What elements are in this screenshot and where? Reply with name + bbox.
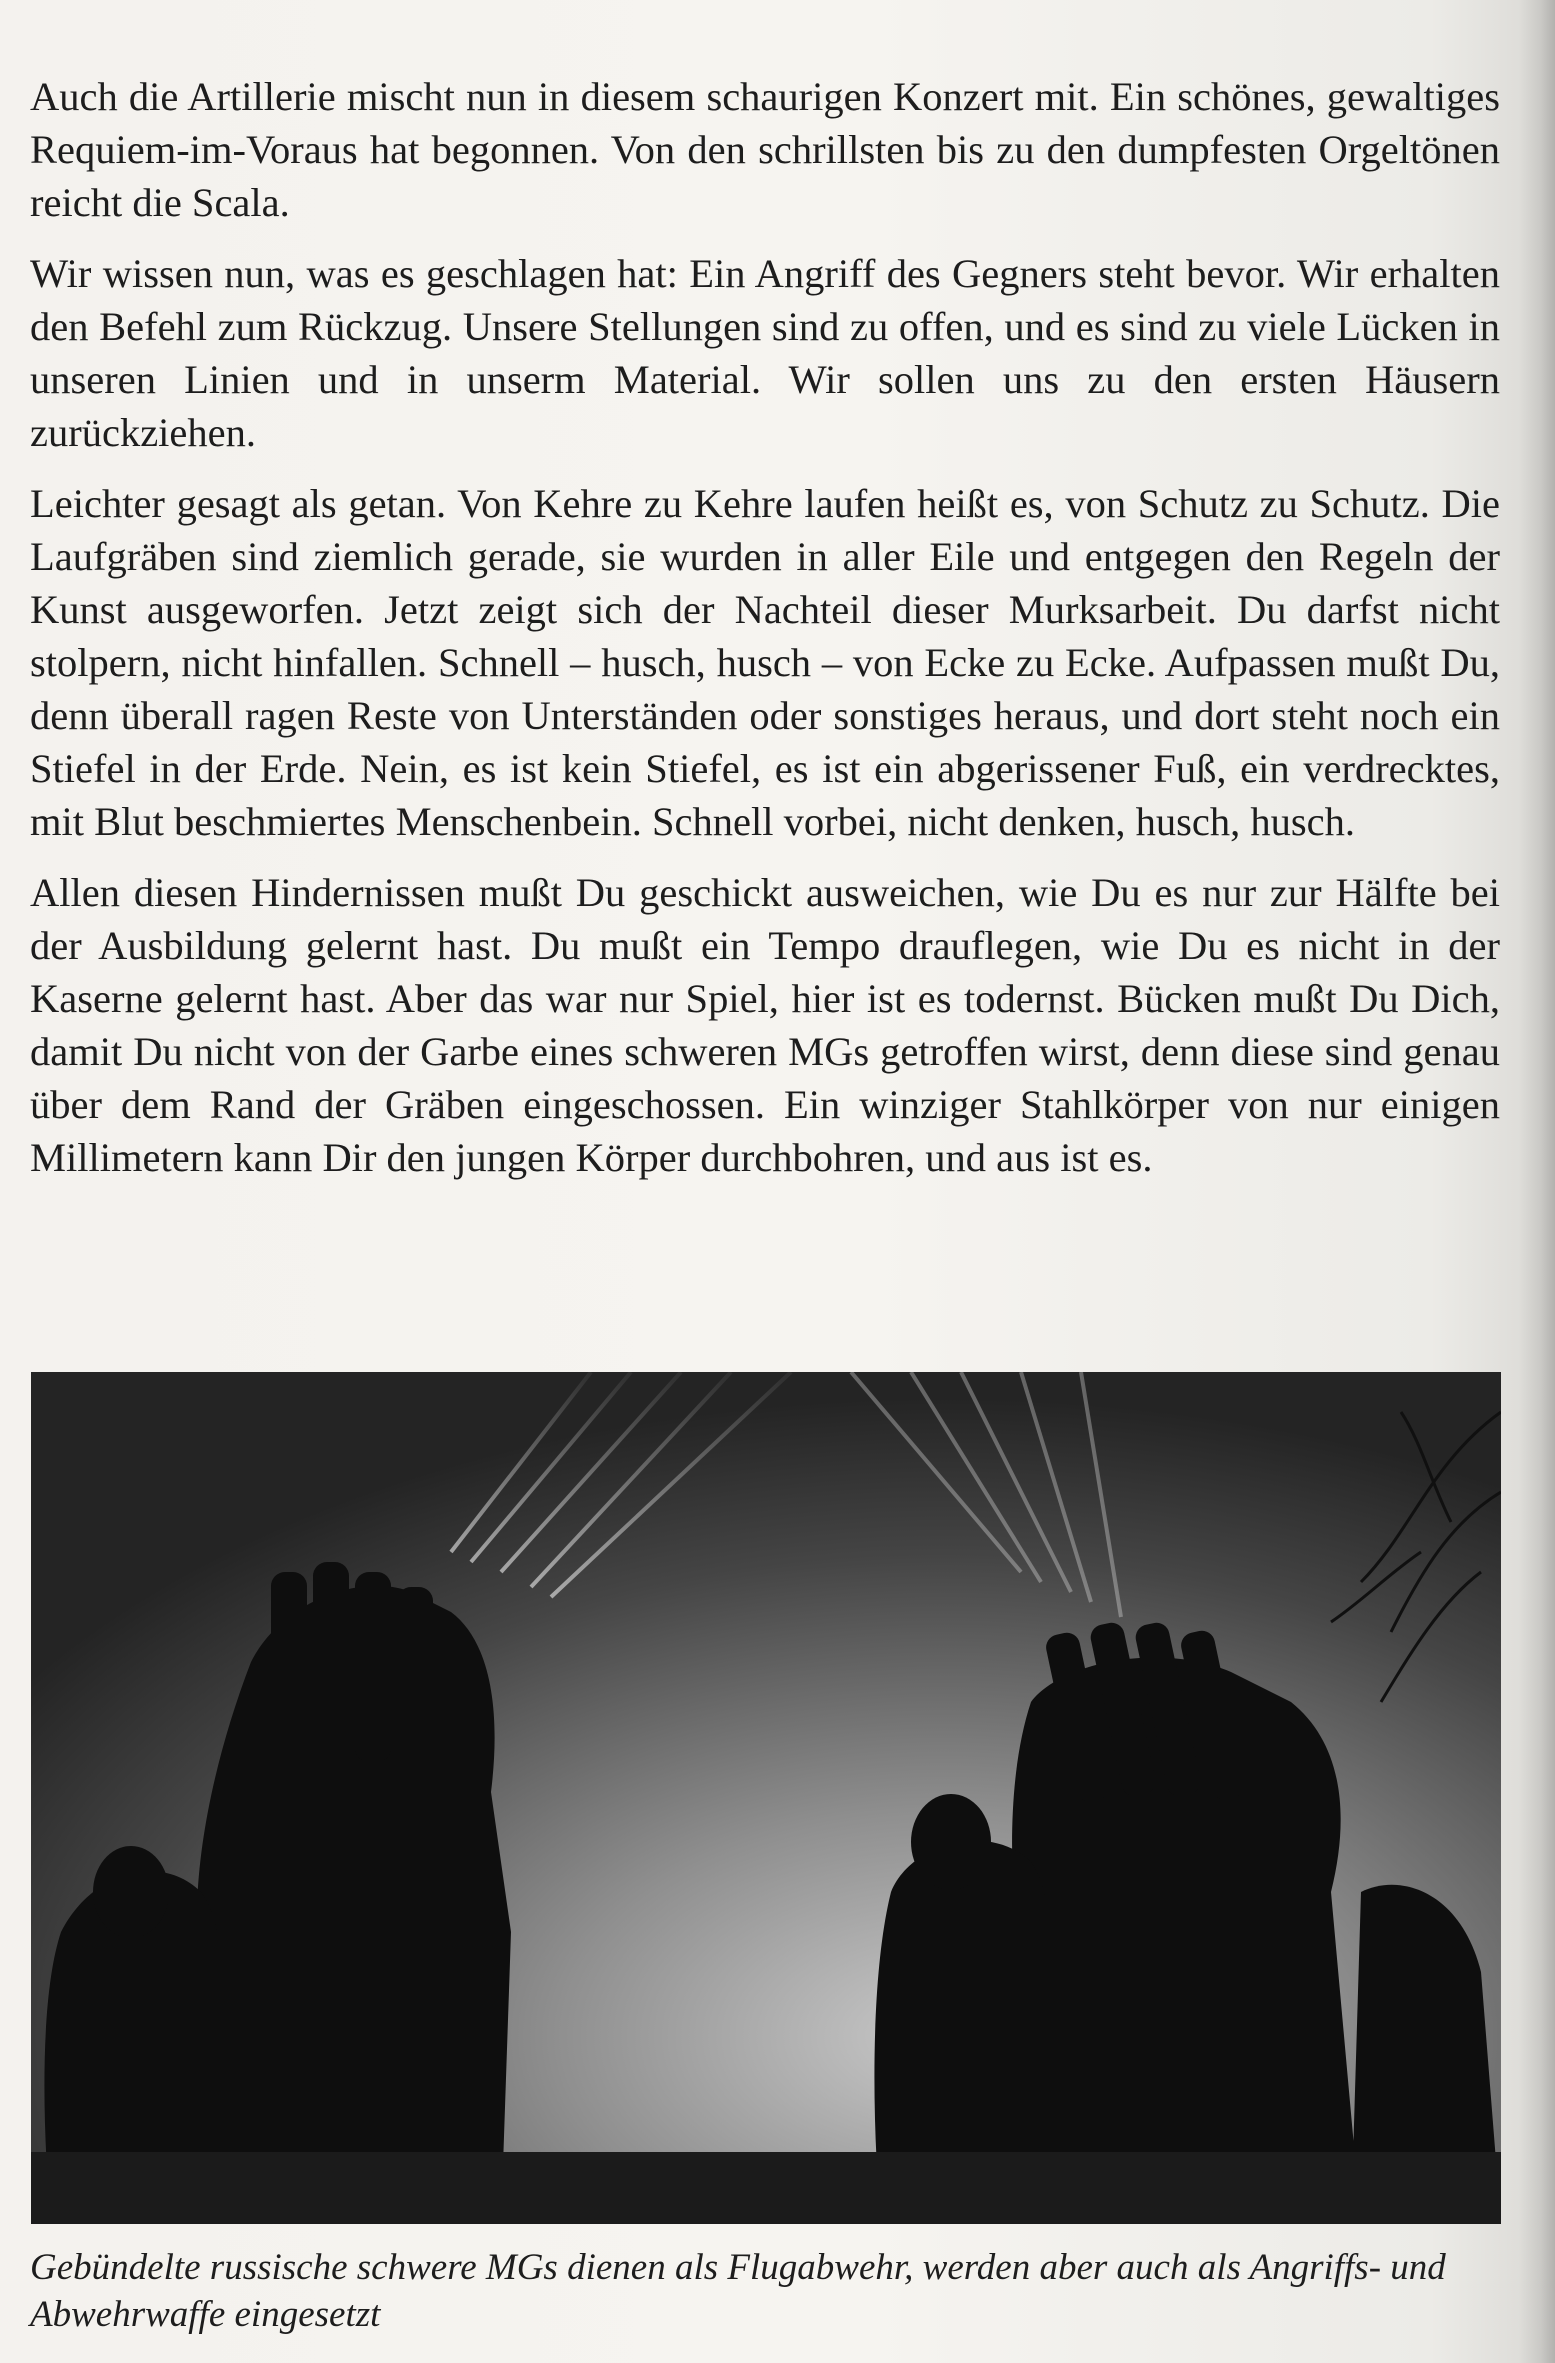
paragraph-4: Allen diesen Hindernissen mußt Du geschickt ausweichen, wie Du es nur zur Hälfte bei der Ausbildung gelernt hast. Du mußt ein Tempo drauflegen, wie Du es nicht in der Kaserne gelernt hast. Aber das war nur Spiel, hier ist es todernst. Bücken mußt Du Dich, damit Du nicht von der Garbe eines schweren MGs getroffen wirst, denn diese sind genau über dem Rand der Gräben eingeschossen. Ein winziger Stahlkörper von nur einigen Millimetern kann Dir den jungen Körper durchbohren, und aus ist es. [30, 870, 1500, 1180]
paragraph-3: Leichter gesagt als getan. Von Kehre zu Kehre laufen heißt es, von Schutz zu Schutz. Die Laufgräben sind ziemlich gerade, sie wurden in aller Eile und entgegen den Regeln der Kunst ausgeworfen. Jetzt zeigt sich der Nachteil dieser Murksarbeit. Du darfst nicht stolpern, nicht hinfallen. Schnell – husch, husch – von Ecke zu Ecke. Aufpassen mußt Du, denn überall ragen Reste von Unterständen oder sonstiges heraus, und dort steht noch ein Stiefel in der Erde. Nein, es ist kein Stiefel, es ist ein abgerissener Fuß, ein verdrecktes, mit Blut beschmiertes Menschenbein. Schnell vorbei, nicht denken, husch, husch. [30, 481, 1500, 844]
ground-shadow [31, 2152, 1501, 2224]
photo-illustration [31, 1372, 1501, 2224]
page-gutter-shadow [1519, 0, 1555, 2363]
photo-caption [30, 2244, 1500, 2338]
paragraph-2: Wir wissen nun, was es geschlagen hat: Ein Angriff des Gegners steht bevor. Wir erhalten den Befehl zum Rückzug. Unsere Stellungen sind zu offen, und es sind zu viele Lücken in unseren Linien und in unserm Material. Wir sollen uns zu den ersten Häusern zurückziehen. [30, 251, 1500, 455]
paragraph-1: Auch die Artillerie mischt nun in diesem schaurigen Konzert mit. Ein schönes, gewaltiges Requiem-im-Voraus hat begonnen. Von den schrillsten bis zu den dumpfesten Orgeltönen reicht die Scala. [30, 74, 1500, 225]
caption-text: Gebündelte russische schwere MGs dienen als Flugabwehr, werden aber auch als Angriffs- und Abwehrwaffe eingesetzt [30, 2247, 1446, 2335]
photo-anti-aircraft-machine-guns [31, 1372, 1501, 2224]
body-text [30, 70, 1500, 1202]
